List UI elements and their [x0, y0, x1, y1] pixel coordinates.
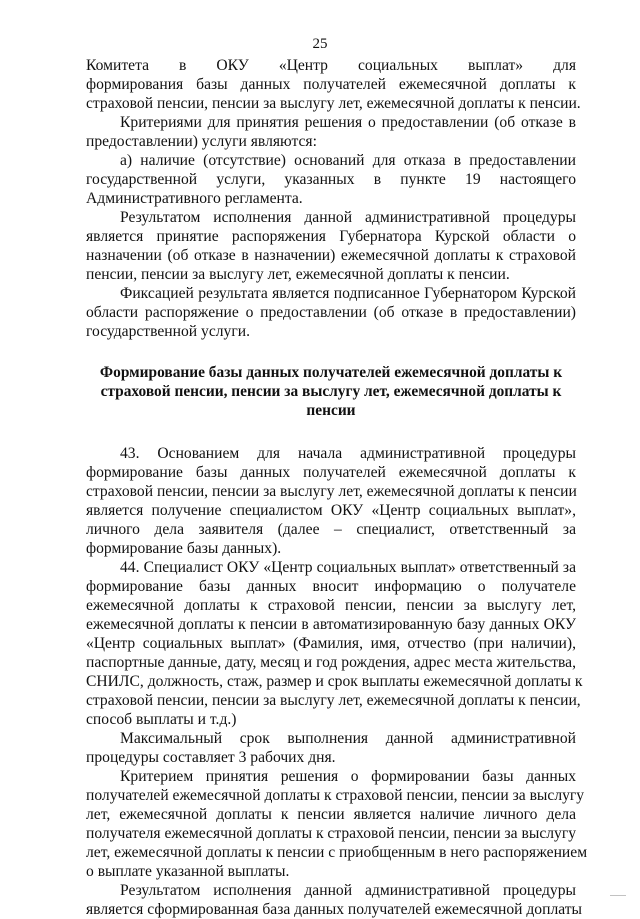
- text-line: формирование базы данных).: [86, 540, 282, 557]
- text-line: паспортные данные, дату, месяц и год рождения, адрес места жительства,: [86, 654, 576, 671]
- text-line: Административного регламента.: [86, 190, 303, 207]
- text-line: формирования базы данных получателей ежемесячной доплаты к: [86, 76, 576, 93]
- text-line: способ выплаты и т.д.): [86, 711, 237, 728]
- text-line: страховой пенсии, пенсии за выслугу лет, ежемесячной доплаты к пенсии.: [86, 95, 581, 112]
- text-line: Результатом исполнения данной административной процедуры: [120, 882, 576, 899]
- text-line: Критериями для принятия решения о предоставлении (об отказе в: [120, 114, 576, 131]
- text-line: Комитета в ОКУ «Центр социальных выплат» для: [86, 57, 576, 74]
- text-line: СНИЛС, должность, стаж, размер и срок выплаты ежемесячной доплаты к: [86, 673, 583, 690]
- text-line: лет, ежемесячной доплаты к пенсии с приобщенным в него распоряжением: [86, 844, 588, 861]
- text-line: получателя ежемесячной доплаты к страховой пенсии, пенсии за выслугу: [86, 825, 577, 842]
- paragraph-p-criterion-2: [86, 767, 588, 881]
- paragraph-p-max-term: [86, 729, 576, 767]
- text-line: формирование базы данных получателей ежемесячной доплаты к: [86, 464, 576, 481]
- paragraph-p-44: [86, 558, 583, 729]
- text-line: страховой пенсии, пенсии за выслугу лет, ежемесячной доплаты к пенсии,: [86, 692, 581, 709]
- text-line: 43. Основанием для начала административной процедуры: [120, 445, 576, 462]
- text-line: Результатом исполнения данной административной процедуры: [120, 209, 576, 226]
- document-body: [86, 56, 588, 919]
- text-line: ежемесячной доплаты к страховой пенсии, пенсии за выслугу лет,: [86, 597, 576, 614]
- heading-line: страховой пенсии, пенсии за выслугу лет, ежемесячной доплаты к: [100, 383, 562, 400]
- section-after-heading: [86, 444, 588, 919]
- text-line: получателей ежемесячной доплаты к страховой пенсии, пенсии за выслугу: [86, 787, 585, 804]
- text-line: лет, ежемесячной доплаты к пенсии является наличие личного дела: [86, 806, 576, 823]
- paragraph-p-criteria: [86, 113, 576, 151]
- text-line: страховой пенсии, пенсии за выслугу лет, ежемесячной доплаты к пенсии: [86, 483, 577, 500]
- text-line: личного дела заявителя (далее – специалист, ответственный за: [86, 521, 576, 538]
- text-line: государственной услуги.: [86, 323, 250, 340]
- paragraph-p-result: [86, 208, 576, 284]
- text-line: о выплате указанной выплаты.: [86, 863, 290, 880]
- text-line: государственной услуги, указанных в пункте 19 настоящего: [86, 171, 576, 188]
- scan-artifact: [610, 895, 626, 899]
- heading-line: Формирование базы данных получателей ежемесячной доплаты к: [99, 364, 563, 381]
- paragraph-p-result-2: [86, 881, 583, 919]
- section-before-heading: [86, 56, 581, 341]
- text-line: ежемесячной доплаты к пенсии в автоматизированную базу данных ОКУ: [86, 616, 576, 633]
- text-line: области распоряжение о предоставлении (об отказе в предоставлении): [86, 304, 576, 321]
- text-line: «Центр социальных выплат» (Фамилия, имя, отчество (при наличии),: [86, 635, 576, 652]
- text-line: 44. Специалист ОКУ «Центр социальных выплат» ответственный за: [120, 559, 576, 576]
- text-line: назначении (об отказе в назначении) ежемесячной доплаты к страховой: [86, 247, 576, 264]
- text-line: пенсии, пенсии за выслугу лет, ежемесячной доплаты к пенсии.: [86, 266, 510, 283]
- text-line: является получение специалистом ОКУ «Центр социальных выплат»,: [86, 502, 576, 519]
- text-line: предоставлении) услуги являются:: [86, 133, 317, 150]
- paragraph-p-fixation: [86, 284, 576, 341]
- text-line: является принятие распоряжения Губернатора Курской области о: [86, 228, 576, 245]
- text-line: Максимальный срок выполнения данной административной: [120, 730, 576, 747]
- text-line: Фиксацией результата является подписанное Губернатором Курской: [120, 285, 576, 302]
- paragraph-p-continuation: [86, 56, 581, 113]
- text-line: формирование базы данных вносит информацию о получателе: [86, 578, 576, 595]
- paragraph-p-criteria-a: [86, 151, 576, 208]
- heading-line: пенсии: [306, 402, 356, 419]
- text-line: является сформированная база данных получателей ежемесячной доплаты: [86, 901, 583, 918]
- paragraph-p-43: [86, 444, 576, 558]
- page-number: 25: [312, 36, 328, 52]
- text-line: процедуры составляет 3 рабочих дня.: [86, 749, 336, 766]
- text-line: а) наличие (отсутствие) оснований для отказа в предоставлении: [120, 152, 576, 169]
- section-heading: [86, 363, 576, 420]
- text-line: Критерием принятия решения о формировании базы данных: [120, 768, 576, 785]
